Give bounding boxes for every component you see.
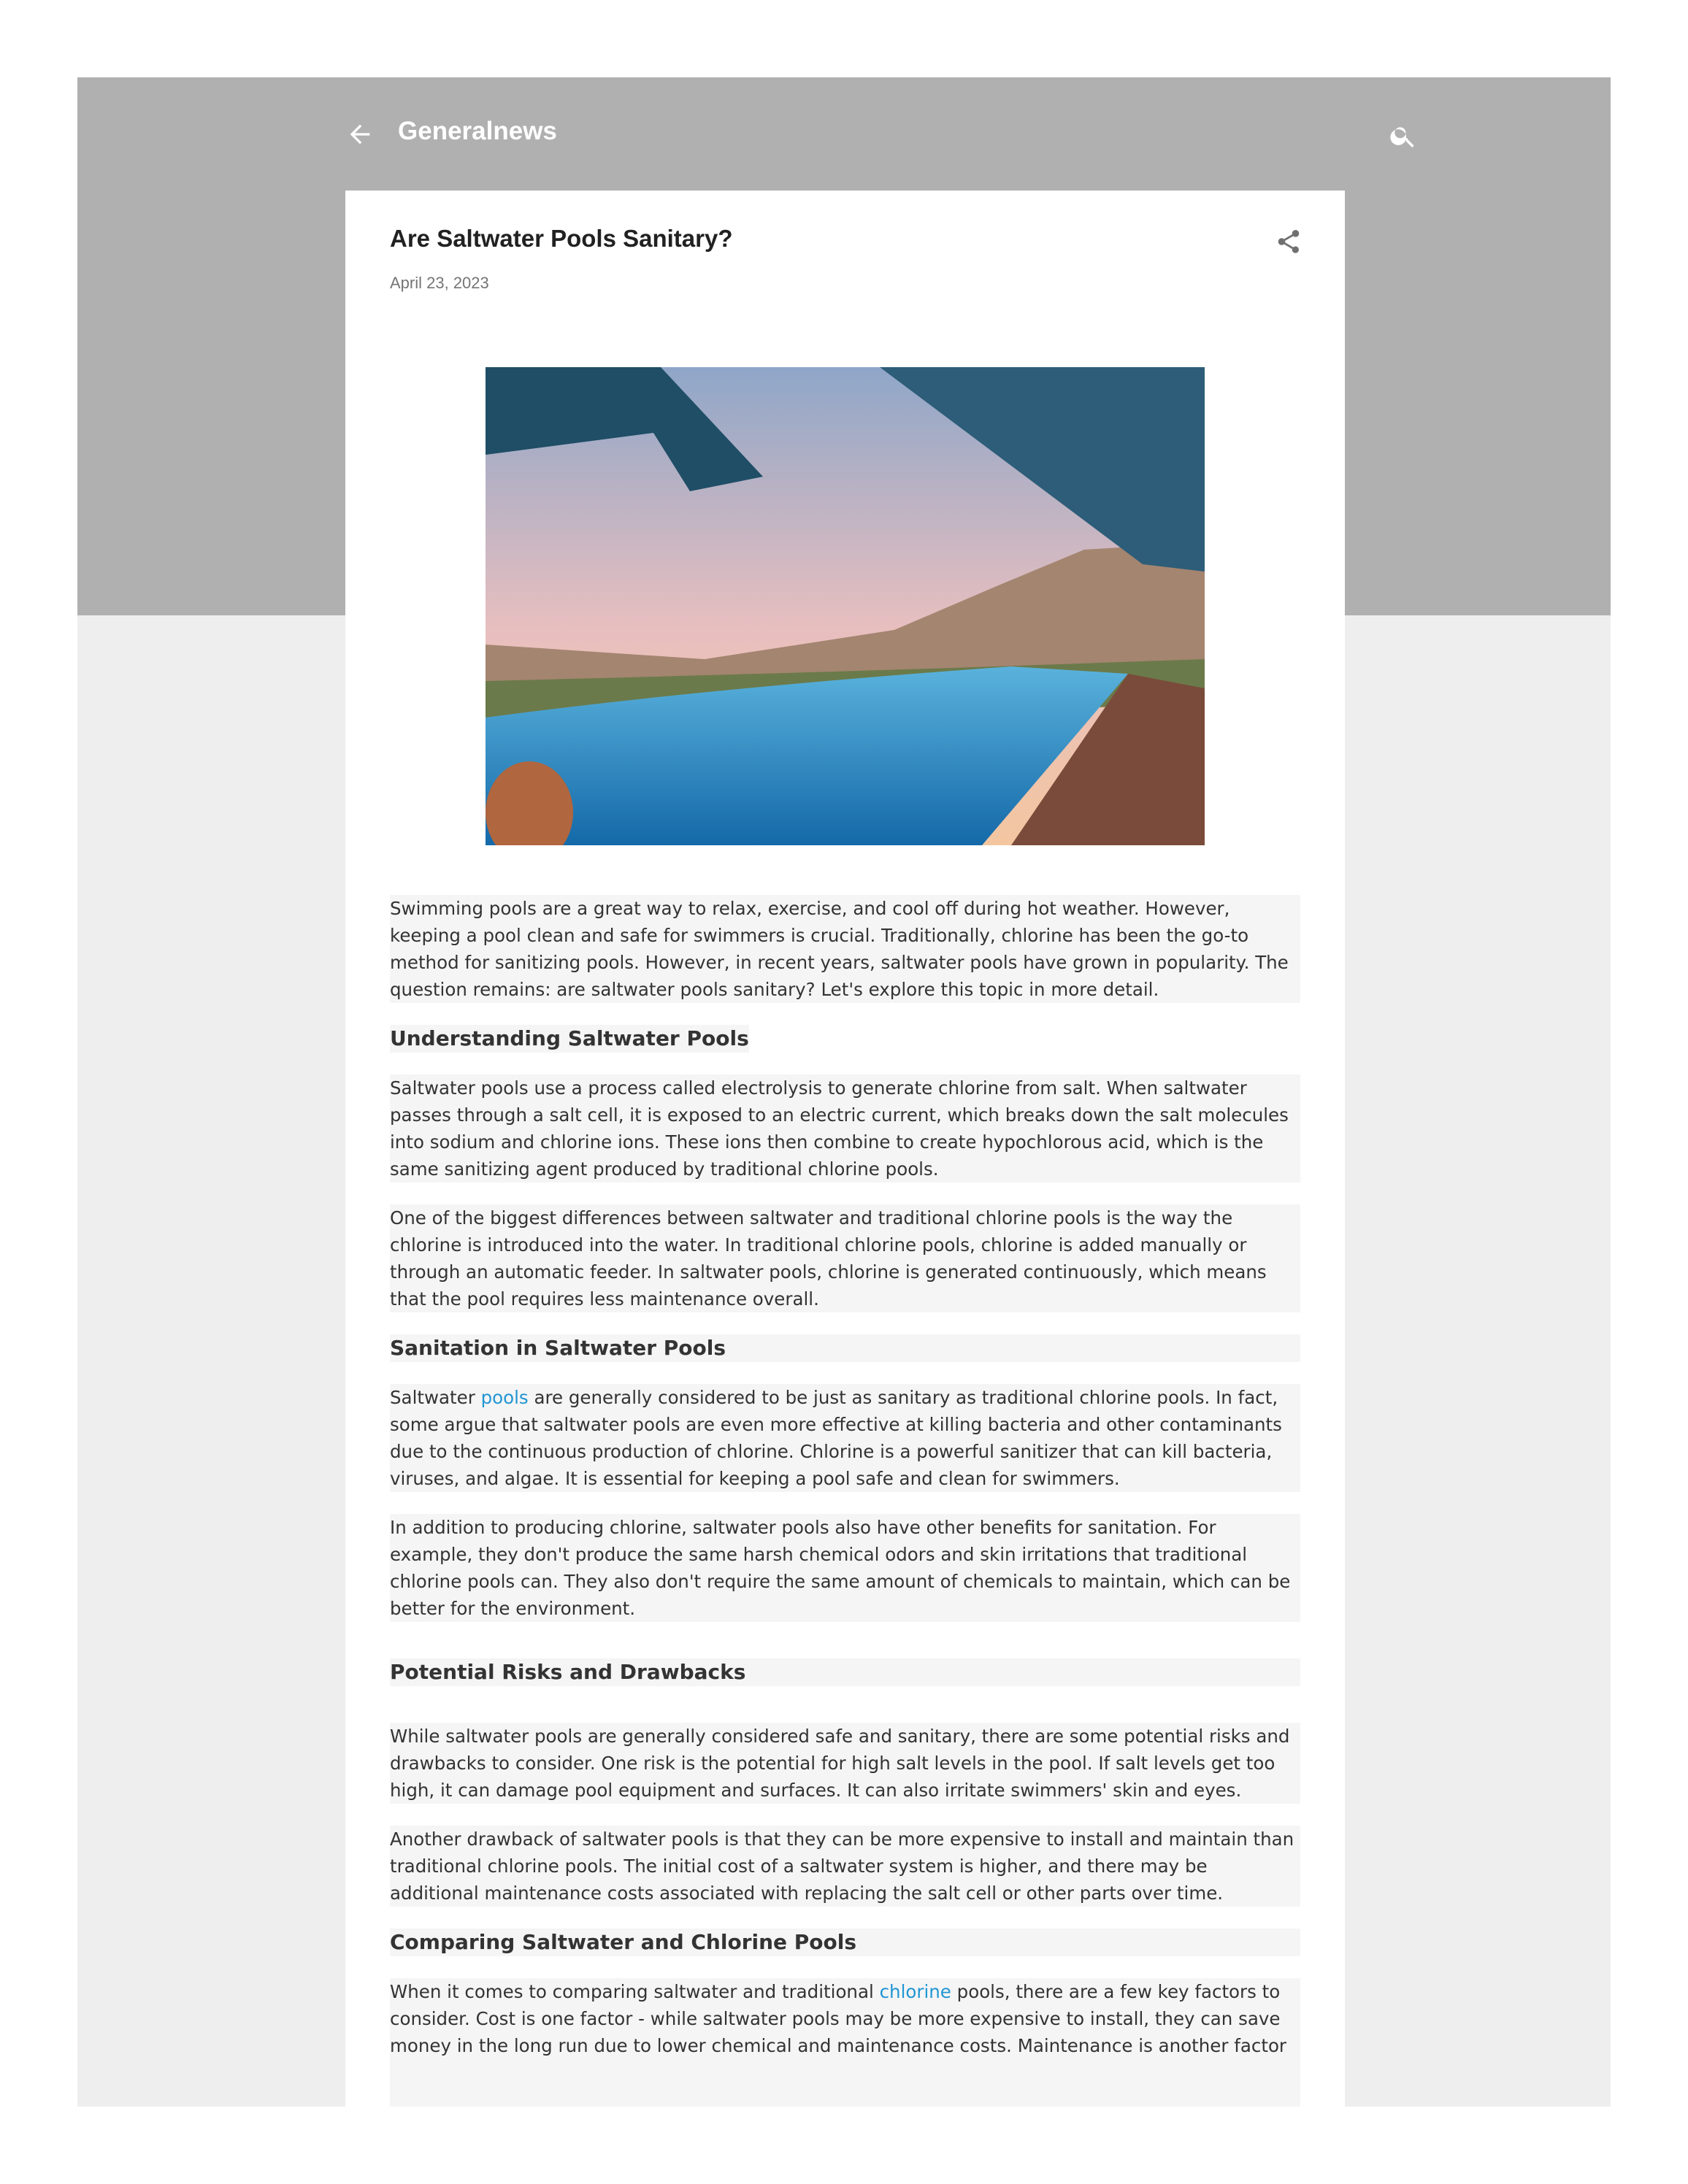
paragraph-5: While saltwater pools are generally considered safe and sanitary, there are some potential risks and drawbacks to consider. One risk is the potential for high salt levels in the pool. If salt levels get too high, it can damage pool equipment and surfaces. It can also irritate swimmers' skin and eyes.: [390, 1723, 1300, 1804]
text: are generally considered to be just as sanitary as traditional chlorine pools. In fact, some argue that saltwater pools are even more effective at killing bacteria and other contaminants due to the continuous production of chlorine. Chlorine is a powerful sanitizer that can kill bacteria, viruses, and algae. It is essential for keeping a pool safe and clean for swimmers.: [390, 1387, 1282, 1489]
paragraph-1: Saltwater pools use a process called electrolysis to generate chlorine from salt. When saltwater passes through a salt cell, it is exposed to an electric current, which breaks down the salt molecules into sodium and chlorine ions. These ions then combine to create hypochlorous acid, which is the same sanitizing agent produced by traditional chlorine pools.: [390, 1074, 1300, 1183]
back-arrow-icon[interactable]: [345, 120, 375, 149]
post-hero-image: [486, 367, 1205, 845]
heading-sanitation: Sanitation in Saltwater Pools: [390, 1334, 1300, 1362]
text: When it comes to comparing saltwater and traditional: [390, 1981, 880, 2002]
post-title: Are Saltwater Pools Sanitary?: [390, 225, 733, 252]
page-frame: [77, 77, 1611, 2107]
chlorine-link[interactable]: chlorine: [879, 1981, 951, 2002]
paragraph-4: In addition to producing chlorine, saltwater pools also have other benefits for sanitation. For example, they don't produce the same harsh chemical odors and skin irritations that traditional chlorine pools can. They also don't require the same amount of chemicals to maintain, which can be better for the environment.: [390, 1514, 1300, 1622]
top-bar: [345, 107, 1418, 165]
text: Saltwater: [390, 1387, 481, 1408]
post-card: [345, 191, 1345, 2107]
share-icon[interactable]: [1275, 227, 1303, 256]
article-body: [390, 895, 1300, 2107]
site-brand[interactable]: Generalnews: [398, 117, 557, 145]
paragraph-3: [390, 1384, 1300, 1492]
text: pools, there are a few key factors to consider. Cost is one factor - while saltwater pools may be more expensive to install, they can save money in the long run due to lower chemical and maintenance costs. Maintenance is another factor: [390, 1981, 1287, 2056]
pools-link[interactable]: pools: [480, 1387, 529, 1408]
intro-text: Swimming pools are a great way to relax, exercise, and cool off during hot weather. However, keeping a pool clean and safe for swimmers is crucial. Traditionally, chlorine has been the go-to method for sanitizing pools. However, in recent years, saltwater pools have grown in popularity. The question remains: are saltwater pools sanitary? Let's explore this topic in more detail.: [390, 898, 1289, 1000]
paragraph-2: One of the biggest differences between saltwater and traditional chlorine pools is the way the chlorine is introduced into the water. In traditional chlorine pools, chlorine is added manually or through an automatic feeder. In saltwater pools, chlorine is generated continuously, which means that the pool requires less maintenance overall.: [390, 1204, 1300, 1312]
paragraph-6: Another drawback of saltwater pools is that they can be more expensive to install and maintain than traditional chlorine pools. The initial cost of a saltwater system is higher, and there may be additional maintenance costs associated with replacing the salt cell or other parts over time.: [390, 1826, 1300, 1907]
paragraph-7: [390, 1978, 1300, 2107]
intro-paragraph: [390, 895, 1300, 1003]
heading-risks: Potential Risks and Drawbacks: [390, 1658, 1300, 1686]
heading-comparing: Comparing Saltwater and Chlorine Pools: [390, 1929, 1300, 1956]
post-date: April 23, 2023: [390, 274, 489, 292]
heading-understanding: Understanding Saltwater Pools: [390, 1025, 749, 1053]
search-icon[interactable]: [1389, 121, 1418, 150]
